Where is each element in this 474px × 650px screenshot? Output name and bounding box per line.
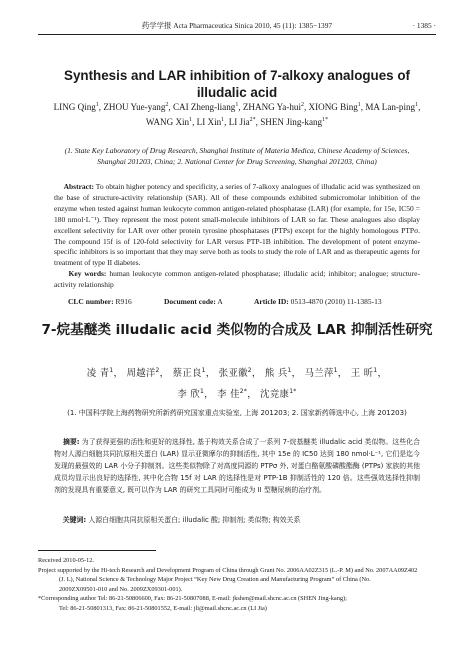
- article-id: Article ID: 0513-4870 (2010) 11-1385-13: [254, 297, 382, 306]
- author: 李 佳$^{2*}$，: [217, 388, 257, 401]
- page-number: · 1385 ·: [412, 21, 436, 30]
- author: 李 欣$^1$，: [177, 388, 214, 401]
- funding-line: (J. L), National Science & Technology Major Project “Key New Drug Creation and Manufacturing Program” of China (No.: [59, 576, 371, 584]
- author: 周越洋$^2$，: [126, 367, 170, 380]
- header-rule: [38, 34, 436, 35]
- chinese-title: 7-烷基醚类 illudalic acid 类似物的合成及 LAR 抑制活性研究: [41, 322, 433, 338]
- chinese-keywords: [54, 515, 420, 526]
- corresponding-author: Tel: 86-21-50801313, Fax: 86-21-50801552, E-mail: jli@mail.shcnc.ac.cn (LI Jia): [59, 604, 267, 612]
- author: XIONG Bing$^1$,: [308, 102, 366, 113]
- english-keywords: [54, 269, 420, 291]
- author: LING Qing$^1$,: [53, 102, 104, 113]
- english-affiliations: (1. State Key Laboratory of Drug Research, Shanghai Institute of Materia Medica, Chinese Academy of Sciences, Shanghai 201203, China; 2. National Center for Drug Screening, Shanghai 201203, China): [64, 146, 410, 167]
- author: ZHOU Yue-yang$^2$,: [103, 102, 173, 113]
- author: WANG Xin$^1$,: [145, 116, 197, 127]
- author: LI Xin$^1$,: [196, 116, 229, 127]
- english-title: Synthesis and LAR inhibition of 7-alkoxy analogues of illudalic acid: [64, 68, 410, 100]
- abstract-text: To obtain higher potency and specificity, a series of 7-alkoxy analogues of illudalic acid was synthesized on the base of structure-activity relationship (SAR). All of these compounds exhibited submicromolar inhibition of the enzyme when tested against human leukocyte common antigen-related phosphatase (LAR) (for example, for 15e, IC50 = 180 nmol·L⁻¹). They represent the most potent small-molecule inhibitors of LAR so far. These analogues also display excellent selectivity for LAR over other protein tyrosine phosphatases (PTPs) except for the highly homologous PTPσ. The compound 15f is of 120-fold selectivity for LAR versus PTP-1B inhibition. The development of potent enzyme-specific inhibitors is so important that they may serve both as tools to study the role of LAR and as therapeutic agents for treatment of type II diabetes.: [54, 182, 421, 268]
- english-authors: [44, 99, 430, 129]
- english-abstract: [54, 182, 420, 269]
- received-date: Received 2010-05-12.: [38, 557, 94, 564]
- chinese-affiliations: (1. 中国科学院上海药物研究所新药研究国家重点实验室, 上海 201203; 2. 国家新药筛选中心, 上海 201203): [67, 409, 407, 417]
- author: MA Lan-ping$^1$,: [365, 102, 421, 113]
- clc-number: CLC number: R916: [68, 297, 132, 306]
- keywords-label: Key words:: [68, 269, 107, 278]
- author: 王 昕$^1$，: [350, 367, 388, 380]
- author: 熊 兵$^1$，: [264, 367, 302, 380]
- funding-line: Project supported by the Hi-tech Research and Development Program of China through Grant No. 2006AA02Z315 (L.-P. M) and No. 2007AA09Z402: [38, 566, 418, 574]
- author: LI Jia$^{2*}$,: [228, 116, 261, 127]
- abstract-label: 摘要:: [62, 438, 80, 446]
- author: SHEN Jing-kang$^{1*}$: [260, 116, 329, 127]
- corresponding-author: *Corresponding author Tel: 86-21-50806600, Fax: 86-21-50807088, E-mail: jkshen@mail.shcnc.ac.cn (SHEN Jing-kang);: [38, 595, 347, 603]
- funding-line: 2009ZX09501-010 and No. 2009ZX09301-001).: [59, 585, 183, 593]
- footnotes: [38, 556, 436, 614]
- author: CAI Zheng-liang$^1$,: [172, 102, 243, 113]
- abstract-label: Abstract:: [63, 182, 94, 191]
- author: ZHANG Ya-hui$^2$,: [242, 102, 309, 113]
- keywords-text: human leukocyte common antigen-related phosphatase; illudalic acid; inhibitor; analogue; structure-activity relationship: [54, 269, 420, 289]
- document-code: Document code: A: [164, 297, 223, 306]
- author: 沈竞康$^{1*}$: [260, 388, 297, 401]
- author: 蔡正良$^1$，: [172, 367, 216, 380]
- running-head: [38, 19, 436, 33]
- journal-citation: 药学学报 Acta Pharmaceutica Sinica 2010, 45 (11): 1385−1397: [141, 21, 333, 30]
- author: 张亚徽$^2$，: [218, 367, 262, 380]
- keywords-label: 关键词:: [62, 516, 87, 524]
- author: 凌 青$^1$，: [86, 367, 124, 380]
- abstract-text: 为了获得更强的活性和更好的选择性, 基于构效关系合成了一系列 7-烷基醚类 illudalic acid 类似物。这些化合物对人源白细胞共同抗原相关蛋白 (LAR) 显示亚微摩尔的抑制活性, 其中 15e 的 IC50 达到 180 nmol·L⁻¹, 它们是迄今发现的最强效的 LAR 小分子抑制剂。这些类似物除了对高度同源的 PTPσ 外, 对蛋白酪氨酸磷酸酯酶 (PTPs) 家族的其他成员均显示出良好的选择性, 其中化合物 15f 对 LAR 的选择性是对 PTP-1B 抑制活性的 120 倍。这些强效选择性抑制剂的发现具有重要意义, 既可以作为 LAR 的研究工具同时可能成为 II 型糖尿病的治疗剂。: [54, 438, 420, 494]
- author: 马兰萍$^1$，: [304, 367, 348, 380]
- chinese-abstract: [54, 437, 420, 497]
- keywords-text: 人源白细胞共同抗原相关蛋白; illudalic 酸; 抑制剂; 类似物; 构效关系: [88, 516, 301, 524]
- footnote-rule: [38, 550, 156, 551]
- chinese-authors: [60, 362, 414, 404]
